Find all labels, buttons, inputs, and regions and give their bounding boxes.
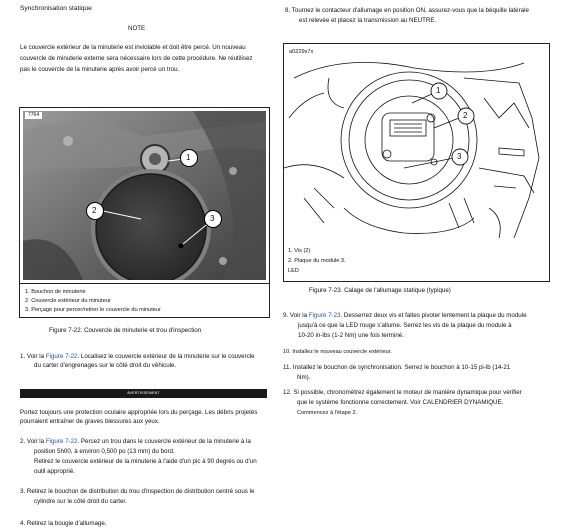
step-11-num: 11. — [283, 364, 292, 371]
ignition-module-illustration — [284, 58, 549, 238]
warning-label: AVERTISSEMENT — [127, 391, 160, 395]
step-4-num: 4. — [20, 520, 26, 527]
timer-cover-illustration — [23, 111, 266, 280]
legend-item-2: 2. Couvercle extérieur du minuteur — [25, 298, 111, 304]
step-9-line-3: 10-20 in-lbs (1-2 Nm) une fois terminé. — [298, 332, 404, 339]
step-8-line-1: Tournez le contacteur d'allumage en position ON, assurez-vous que la béquille latérale — [291, 7, 529, 14]
warning-bar — [20, 389, 267, 398]
step-3 — [20, 488, 254, 496]
step-11 — [283, 364, 510, 372]
legend-right-1: 1. Vis (2) — [288, 248, 311, 254]
step-4 — [20, 520, 107, 528]
step-4-text: Retirez la bougie d'allumage. — [26, 520, 107, 527]
step-9-post: . Desserrez deux vis et faites pivoter lentement la plaque du module — [340, 312, 527, 319]
callout-label-3: 3 — [210, 214, 215, 223]
legend-item-3: 3. Perçage pour percer/retirer le couvercle du minuteur — [25, 307, 161, 313]
figure-id-tag — [25, 112, 42, 119]
callout-label-2: 2 — [92, 206, 97, 215]
step-12-line-1: Si possible, chronométrez également le moteur de manière dynamique pour vérifier — [293, 389, 522, 396]
legend-right-3: LED — [288, 268, 299, 274]
step-2 — [20, 438, 265, 446]
step-8 — [285, 7, 529, 15]
step-9-pre: Voir la — [289, 312, 309, 319]
step-3-num: 3. — [20, 488, 26, 495]
step-12-line-3: Commencez à l'étape 2. — [297, 410, 358, 416]
figure-caption-2: Figure 7-23. Calage de l'allumage statique (typique) — [309, 287, 451, 294]
figure-id: 7764 — [28, 112, 40, 118]
step-3-line-2: cylindre sur le côté droit du carter. — [34, 498, 127, 505]
timer-cover-photo — [23, 111, 266, 280]
step-1-num: 1. — [20, 353, 26, 360]
section-title: Synchronisation statique — [20, 5, 92, 12]
callout-label-2-right: 2 — [463, 111, 468, 120]
callout-label-1-right: 1 — [436, 86, 441, 95]
figure-7-22 — [19, 107, 270, 318]
figure-7-23-link[interactable]: Figure 7-23 — [308, 312, 341, 319]
step-12 — [283, 389, 522, 397]
step-12-num: 12. — [283, 389, 292, 396]
step-1-line-2: du carter d'engrenages sur le côté droit du véhicule. — [34, 362, 177, 369]
note-label: NOTE — [128, 25, 146, 32]
callout-label-1: 1 — [186, 153, 191, 162]
step-1 — [20, 353, 260, 361]
step-3-line-1: Retirez le bouchon de distribution du trou d'inspection de distribution centré sous le — [26, 488, 255, 495]
figure-7-22-link[interactable]: Figure 7-22 — [45, 353, 78, 360]
figure-7-22-link-2[interactable]: Figure 7-22 — [45, 438, 78, 445]
step-10-text: Installez le nouveau couvercle extérieur. — [292, 349, 392, 355]
note-line-3: pas le couvercle de la minuterie après avoir percé un trou. — [20, 66, 180, 73]
step-2-line-2: position 5h00, à environ 0,500 po (13 mm) du bord. — [34, 448, 175, 455]
note-line-2: couvercle de minuterie externe sera nécessaire lors de cette procédure. Ne réutilisez — [20, 55, 253, 62]
callout-label-3-right: 3 — [457, 152, 462, 161]
step-10 — [283, 348, 392, 356]
step-11-line-1: Installez le bouchon de synchronisation. Serrez le bouchon à 10-15 pi-lb (14-21 — [292, 364, 511, 371]
figure-legend-divider — [20, 283, 269, 284]
step-10-num: 10. — [283, 349, 291, 355]
warning-line-1: Portez toujours une protection oculaire appropriée lors du perçage. Les débris projetés — [20, 409, 258, 416]
step-2-line-4: outil approprié. — [34, 468, 75, 475]
warning-line-2: pourraient entraîner de graves blessures aux yeux. — [20, 418, 160, 425]
step-2-post: . Percez un trou dans le couvercle extérieur de la minuterie à la — [77, 438, 251, 445]
legend-item-1: 1. Bouchon de minuterie — [25, 289, 86, 295]
step-2-pre: Voir la — [26, 438, 46, 445]
step-11-line-2: Nm). — [297, 374, 311, 381]
note-line-1: Le couvercle extérieur de la minuterie est inviolable et doit être percé. Un nouveau — [20, 44, 246, 51]
figure-7-23 — [283, 43, 550, 282]
step-9-num: 9. — [283, 312, 289, 319]
step-9-line-2: jusqu'à ce que la LED rouge s'allume. Serrez les vis de la plaque du module à — [298, 322, 512, 329]
step-12-line-2: que le système fonctionne correctement. Voir CALENDRIER DYNAMIQUE. — [297, 399, 504, 406]
step-2-line-3: Retirez le couvercle extérieur de la minuterie à l'aide d'un pic à 90 degrés ou d'un — [34, 458, 257, 465]
step-8-line-2: est relevée et placez la transmission au NEUTRE. — [299, 17, 437, 24]
legend-right-2: 2. Plaque du module 3. — [288, 258, 346, 264]
step-1-pre: Voir la — [26, 353, 46, 360]
step-9 — [283, 312, 553, 320]
step-8-num: 8. — [285, 7, 291, 14]
step-1-post: . Localisez le couvercle extérieur de la minuterie sur le couvercle — [77, 353, 255, 360]
figure-2-id: a0229x7x — [289, 49, 314, 55]
step-2-num: 2. — [20, 438, 26, 445]
figure-caption-1: Figure 7-22. Couvercle de minuterie et trou d'inspection — [49, 327, 202, 334]
